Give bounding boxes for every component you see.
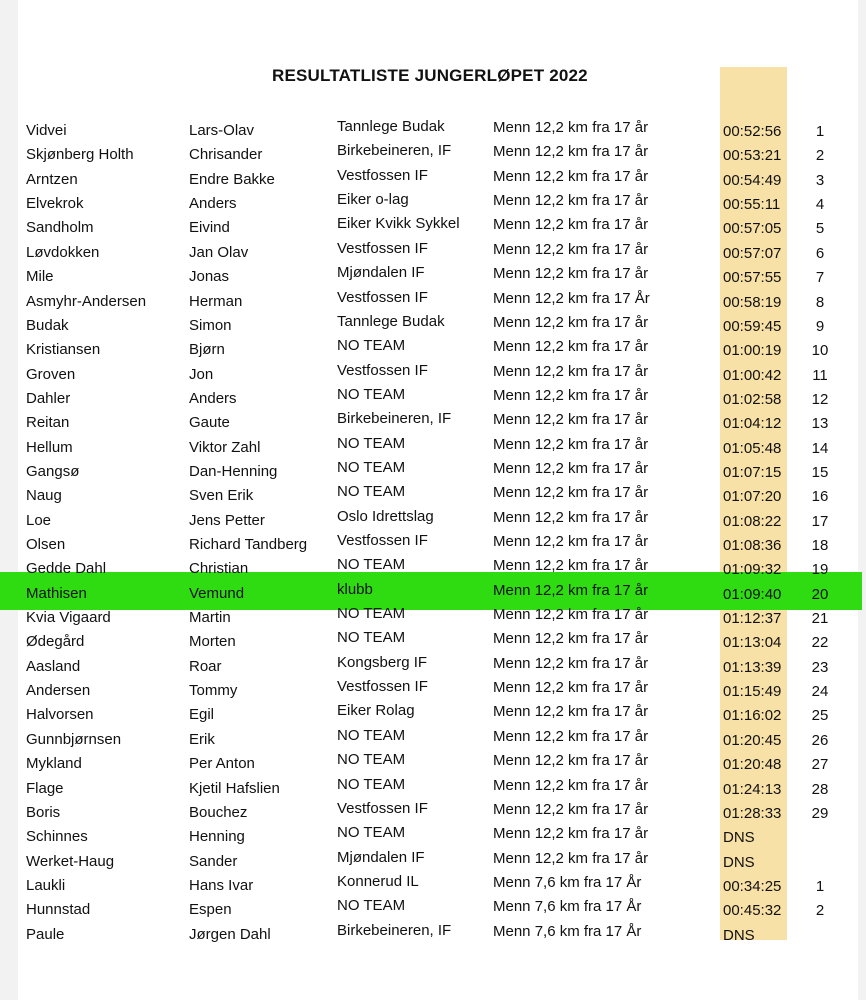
finish-time: 01:20:48 [723, 756, 782, 774]
first-name: Henning [189, 828, 245, 846]
last-name: Reitan [26, 414, 70, 432]
class-name: Menn 7,6 km fra 17 År [493, 898, 642, 916]
placement: 9 [815, 317, 825, 335]
last-name: Schinnes [26, 828, 88, 846]
page-title: RESULTATLISTE JUNGERLØPET 2022 [272, 66, 588, 85]
class-name: Menn 12,2 km fra 17 år [493, 484, 649, 502]
table-row [0, 800, 866, 824]
table-row [0, 629, 866, 653]
table-row [0, 337, 866, 361]
first-name: Jan Olav [189, 243, 249, 261]
last-name: Mile [26, 268, 54, 286]
club-name: Birkebeineren, IF [337, 410, 452, 428]
class-name: Menn 12,2 km fra 17 år [493, 386, 649, 404]
club-name: NO TEAM [337, 458, 406, 476]
club-name: Vestfossen IF [337, 288, 428, 306]
class-name: Menn 12,2 km fra 17 år [493, 849, 649, 867]
first-name: Egil [189, 706, 215, 724]
last-name: Hunnstad [26, 901, 91, 919]
table-row [0, 289, 866, 313]
placement: 24 [811, 683, 829, 701]
club-name: NO TEAM [337, 483, 406, 501]
placement: 26 [811, 731, 829, 749]
first-name: Jon [189, 365, 214, 383]
class-name: Menn 12,2 km fra 17 år [493, 508, 649, 526]
first-name: Simon [189, 316, 232, 334]
finish-time: 01:28:33 [723, 804, 782, 822]
class-name: Menn 12,2 km fra 17 år [493, 240, 649, 258]
class-name: Menn 12,2 km fra 17 år [493, 654, 649, 672]
table-row-highlighted [0, 581, 866, 605]
club-name: Vestfossen IF [337, 239, 428, 257]
first-name: Jens Petter [189, 511, 265, 529]
last-name: Andersen [26, 682, 91, 700]
last-name: Løvdokken [26, 243, 100, 261]
club-name: Birkebeineren, IF [337, 142, 452, 160]
class-name: Menn 12,2 km fra 17 år [493, 411, 649, 429]
table-row [0, 849, 866, 873]
table-row [0, 118, 866, 142]
finish-time: 01:12:37 [723, 610, 782, 627]
first-name: Anders [189, 389, 237, 407]
club-name: Mjøndalen IF [337, 848, 425, 866]
club-name: Vestfossen IF [337, 361, 428, 379]
club-name: Birkebeineren, IF [337, 921, 452, 939]
first-name: Hans Ivar [189, 876, 254, 894]
class-name: Menn 12,2 km fra 17 år [493, 606, 649, 623]
first-name: Eivind [189, 219, 230, 237]
first-name: Anders [189, 195, 237, 213]
placement: 1 [815, 123, 825, 140]
first-name: Espen [189, 901, 232, 919]
placement: 3 [815, 171, 825, 189]
class-name: Menn 12,2 km fra 17 år [493, 557, 649, 575]
class-name: Menn 12,2 km fra 17 år [493, 581, 649, 599]
table-row [0, 702, 866, 726]
last-name: Kristiansen [26, 341, 101, 359]
table-row [0, 751, 866, 775]
first-name: Erik [189, 730, 215, 748]
first-name: Bjørn [189, 341, 225, 359]
table-row [0, 922, 866, 946]
table-row [0, 556, 866, 580]
placement: 14 [811, 439, 829, 457]
last-name: Paule [26, 925, 65, 943]
placement: 16 [811, 488, 829, 506]
last-name: Hellum [26, 438, 73, 456]
class-name: Menn 12,2 km fra 17 år [493, 776, 649, 794]
class-name: Menn 12,2 km fra 17 år [493, 703, 649, 721]
placement: 18 [811, 537, 829, 554]
first-name: Sven Erik [189, 487, 254, 505]
finish-time: 01:09:40 [723, 585, 782, 603]
club-name: Eiker Kvikk Sykkel [337, 215, 460, 233]
finish-time: 01:24:13 [723, 780, 782, 798]
finish-time: 00:59:45 [723, 317, 782, 335]
finish-time: 00:57:55 [723, 269, 782, 287]
table-row [0, 167, 866, 191]
table-row [0, 386, 866, 410]
placement: 6 [815, 244, 825, 262]
club-name: klubb [337, 580, 373, 598]
first-name: Gaute [189, 414, 230, 432]
last-name: Budak [26, 316, 69, 334]
last-name: Aasland [26, 657, 81, 675]
club-name: NO TEAM [337, 605, 406, 622]
finish-time: 00:45:32 [723, 902, 782, 920]
class-name: Menn 12,2 km fra 17 år [493, 800, 649, 818]
class-name: Menn 7,6 km fra 17 År [493, 922, 642, 940]
class-name: Menn 12,2 km fra 17 år [493, 216, 649, 234]
first-name: Richard Tandberg [189, 536, 308, 553]
table-row [0, 459, 866, 483]
finish-time: 00:52:56 [723, 123, 782, 140]
last-name: Mathisen [26, 584, 87, 602]
table-row [0, 727, 866, 751]
last-name: Boris [26, 803, 61, 821]
placement: 20 [811, 585, 829, 603]
placement: 12 [811, 390, 829, 408]
finish-time: 01:04:12 [723, 415, 782, 433]
finish-time: 01:13:04 [723, 634, 782, 652]
class-name: Menn 12,2 km fra 17 år [493, 459, 649, 477]
placement: 7 [815, 269, 825, 287]
first-name: Dan-Henning [189, 462, 278, 480]
table-row [0, 142, 866, 166]
class-name: Menn 12,2 km fra 17 år [493, 167, 649, 185]
table-row [0, 776, 866, 800]
placement: 17 [811, 512, 829, 530]
finish-time: 01:00:19 [723, 342, 782, 360]
first-name: Lars-Olav [189, 122, 255, 139]
finish-time: 00:57:05 [723, 220, 782, 238]
last-name: Sandholm [26, 219, 94, 237]
table-row [0, 508, 866, 532]
class-name: Menn 12,2 km fra 17 år [493, 825, 649, 843]
table-row [0, 605, 866, 629]
first-name: Jørgen Dahl [189, 925, 271, 943]
class-name: Menn 12,2 km fra 17 år [493, 727, 649, 745]
class-name: Menn 12,2 km fra 17 år [493, 362, 649, 380]
club-name: Mjøndalen IF [337, 264, 425, 282]
class-name: Menn 12,2 km fra 17 år [493, 265, 649, 283]
first-name: Roar [189, 657, 222, 675]
finish-time: 00:53:21 [723, 147, 782, 165]
first-name: Tommy [189, 682, 238, 700]
table-row [0, 215, 866, 239]
last-name: Kvia Vigaard [26, 609, 111, 626]
placement: 27 [811, 756, 829, 774]
first-name: Herman [189, 292, 243, 310]
placement: 29 [811, 804, 829, 822]
finish-time: DNS [723, 829, 755, 847]
club-name: NO TEAM [337, 556, 406, 574]
table-row [0, 897, 866, 921]
club-name: NO TEAM [337, 337, 406, 355]
finish-time: 01:13:39 [723, 658, 782, 676]
finish-time: 01:16:02 [723, 707, 782, 725]
finish-time: 01:08:22 [723, 512, 782, 530]
finish-time: 01:00:42 [723, 366, 782, 384]
finish-time: DNS [723, 853, 755, 871]
first-name: Chrisander [189, 146, 263, 164]
club-name: NO TEAM [337, 629, 406, 647]
finish-time: 01:02:58 [723, 390, 782, 408]
first-name: Per Anton [189, 755, 255, 773]
table-row [0, 532, 866, 556]
club-name: Vestfossen IF [337, 532, 428, 549]
placement: 21 [811, 610, 829, 627]
class-name: Menn 12,2 km fra 17 år [493, 752, 649, 770]
first-name: Morten [189, 633, 236, 651]
placement: 1 [815, 877, 825, 895]
first-name: Endre Bakke [189, 170, 275, 188]
finish-time: 01:07:15 [723, 463, 782, 481]
table-row [0, 678, 866, 702]
placement: 2 [815, 902, 825, 920]
first-name: Kjetil Hafslien [189, 779, 280, 797]
last-name: Halvorsen [26, 706, 94, 724]
last-name: Loe [26, 511, 52, 529]
last-name: Dahler [26, 389, 71, 407]
class-name: Menn 12,2 km fra 17 År [493, 289, 650, 307]
last-name: Gedde Dahl [26, 560, 107, 578]
last-name: Elvekrok [26, 195, 84, 213]
finish-time: DNS [723, 926, 755, 944]
placement: 22 [811, 634, 829, 652]
last-name: Mykland [26, 755, 82, 773]
club-name: Vestfossen IF [337, 799, 428, 817]
club-name: NO TEAM [337, 897, 406, 915]
finish-time: 00:57:07 [723, 244, 782, 262]
placement: 10 [811, 342, 829, 360]
club-name: Eiker o-lag [337, 191, 409, 209]
class-name: Menn 12,2 km fra 17 år [493, 338, 649, 356]
placement: 5 [815, 220, 825, 238]
club-name: Vestfossen IF [337, 166, 428, 184]
club-name: Eiker Rolag [337, 702, 415, 720]
last-name: Vidvei [26, 122, 67, 139]
class-name: Menn 12,2 km fra 17 år [493, 435, 649, 453]
placement: 11 [812, 366, 828, 384]
last-name: Arntzen [26, 170, 78, 188]
last-name: Laukli [26, 876, 66, 894]
club-name: NO TEAM [337, 434, 406, 452]
finish-time: 01:05:48 [723, 439, 782, 457]
placement: 2 [815, 147, 825, 165]
placement: 15 [811, 463, 829, 481]
placement: 28 [811, 780, 829, 798]
class-name: Menn 12,2 km fra 17 år [493, 679, 649, 697]
club-name: NO TEAM [337, 824, 406, 842]
finish-time: 00:54:49 [723, 171, 782, 189]
finish-time: 00:34:25 [723, 877, 782, 895]
club-name: NO TEAM [337, 726, 406, 744]
first-name: Vemund [189, 584, 245, 602]
last-name: Gangsø [26, 462, 80, 480]
placement: 4 [815, 196, 825, 214]
last-name: Asmyhr-Andersen [26, 292, 147, 310]
club-name: Tannlege Budak [337, 312, 445, 330]
table-row [0, 362, 866, 386]
last-name: Ødegård [26, 633, 85, 651]
club-name: NO TEAM [337, 751, 406, 769]
finish-time: 01:09:32 [723, 561, 782, 579]
club-name: NO TEAM [337, 385, 406, 403]
class-name: Menn 12,2 km fra 17 år [493, 143, 649, 161]
finish-time: 00:55:11 [723, 196, 781, 214]
last-name: Olsen [26, 536, 66, 553]
first-name: Bouchez [189, 803, 248, 821]
club-name: Oslo Idrettslag [337, 507, 434, 525]
finish-time: 00:58:19 [723, 293, 782, 311]
finish-time: 01:08:36 [723, 537, 782, 554]
placement: 19 [811, 561, 829, 579]
club-name: NO TEAM [337, 775, 406, 793]
table-row [0, 654, 866, 678]
class-name: Menn 12,2 km fra 17 år [493, 192, 649, 210]
table-row [0, 824, 866, 848]
table-row [0, 240, 866, 264]
last-name: Gunnbjørnsen [26, 730, 122, 748]
club-name: Konnerud IL [337, 872, 419, 890]
class-name: Menn 12,2 km fra 17 år [493, 119, 649, 136]
first-name: Viktor Zahl [189, 438, 261, 456]
first-name: Martin [189, 609, 231, 626]
club-name: Vestfossen IF [337, 678, 428, 696]
placement: 8 [815, 293, 825, 311]
last-name: Naug [26, 487, 62, 505]
class-name: Menn 12,2 km fra 17 år [493, 313, 649, 331]
table-row [0, 435, 866, 459]
placement: 13 [811, 415, 829, 433]
last-name: Flage [26, 779, 64, 797]
class-name: Menn 12,2 km fra 17 år [493, 533, 649, 550]
placement: 23 [811, 658, 829, 676]
table-row [0, 264, 866, 288]
first-name: Sander [189, 852, 238, 870]
last-name: Skjønberg Holth [26, 146, 134, 164]
table-row [0, 483, 866, 507]
club-name: Kongsberg IF [337, 653, 428, 671]
class-name: Menn 12,2 km fra 17 år [493, 630, 649, 648]
last-name: Groven [26, 365, 76, 383]
table-row [0, 313, 866, 337]
table-row [0, 191, 866, 215]
club-name: Tannlege Budak [337, 118, 445, 135]
class-name: Menn 7,6 km fra 17 År [493, 873, 642, 891]
first-name: Christian [189, 560, 249, 578]
finish-time: 01:15:49 [723, 683, 782, 701]
table-row [0, 410, 866, 434]
finish-time: 01:20:45 [723, 731, 782, 749]
first-name: Jonas [189, 268, 230, 286]
placement: 25 [811, 707, 829, 725]
finish-time: 01:07:20 [723, 488, 782, 506]
last-name: Werket-Haug [26, 852, 115, 870]
table-row [0, 873, 866, 897]
